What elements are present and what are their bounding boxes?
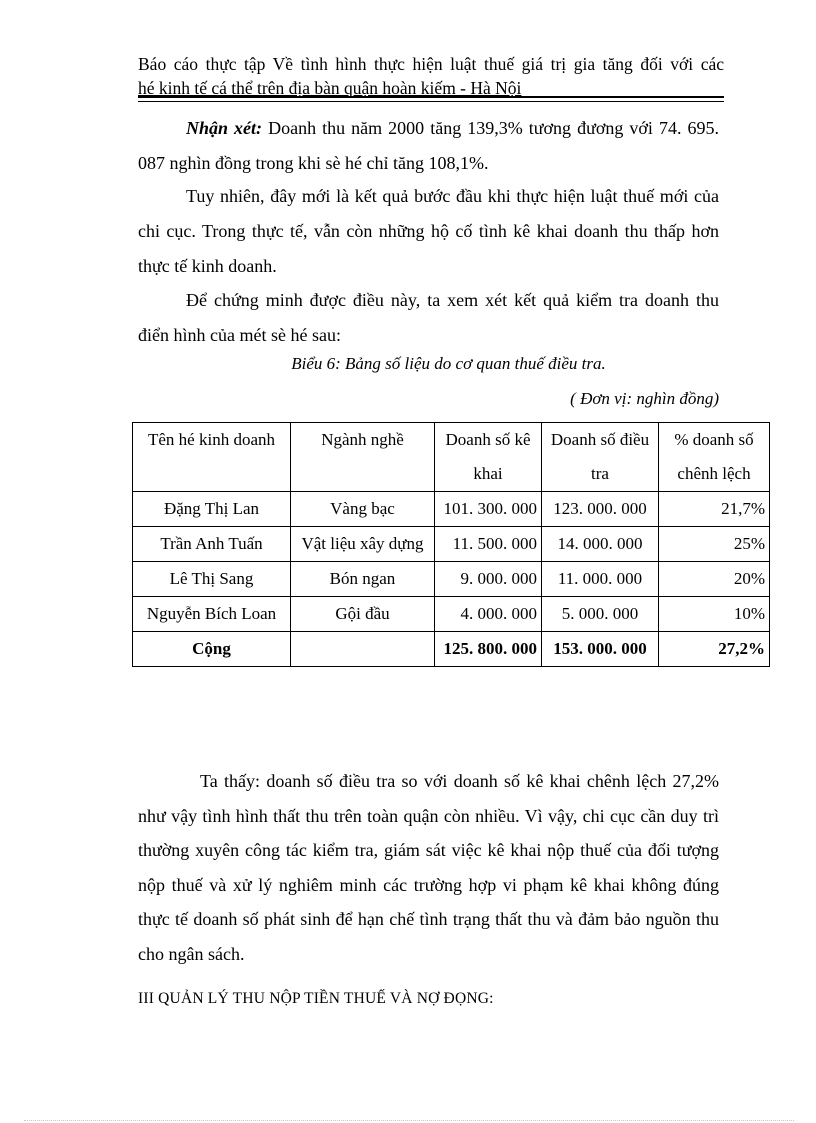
header-sector: Ngành nghề xyxy=(291,423,435,492)
paragraph-prove: Để chứng minh được điều này, ta xem xét kết quả kiểm tra doanh thu điển hình của mét sè hé sau: xyxy=(138,290,719,345)
cell-name: Nguyễn Bích Loan xyxy=(133,597,291,632)
cell-diff: 21,7% xyxy=(659,492,770,527)
total-diff: 27,2% xyxy=(659,632,770,667)
cell-sector: Bón ngan xyxy=(291,562,435,597)
table-total-row xyxy=(133,632,770,667)
remark-label: Nhận xét: xyxy=(186,118,263,138)
header-business-name: Tên hé kinh doanh xyxy=(133,423,291,492)
table-unit: ( Đơn vị: nghìn đồng) xyxy=(570,389,719,408)
table-row xyxy=(133,562,770,597)
table-row xyxy=(133,492,770,527)
cell-name: Lê Thị Sang xyxy=(133,562,291,597)
table-row xyxy=(133,597,770,632)
investigation-table xyxy=(132,422,770,667)
cell-declared: 4. 000. 000 xyxy=(435,597,542,632)
header-rule-thin xyxy=(138,101,724,102)
header-rule-thick xyxy=(138,96,724,98)
running-header xyxy=(138,52,724,100)
cell-declared: 9. 000. 000 xyxy=(435,562,542,597)
cell-diff: 20% xyxy=(659,562,770,597)
cell-diff: 25% xyxy=(659,527,770,562)
cell-diff: 10% xyxy=(659,597,770,632)
table-caption: Biểu 6: Bảng số liệu do cơ quan thuế điều tra. xyxy=(291,354,606,373)
total-investigated: 153. 000. 000 xyxy=(542,632,659,667)
table-header-row xyxy=(133,423,770,492)
section-heading: III QUẢN LÝ THU NỘP TIỀN THUẾ VÀ NỢ ĐỌNG: xyxy=(138,990,494,1007)
cell-investigated: 123. 000. 000 xyxy=(542,492,659,527)
header-diff: % doanh số chênh lệch xyxy=(659,423,770,492)
paragraph-however: Tuy nhiên, đây mới là kết quả bước đầu khi thực hiện luật thuế mới của chi cục. Trong thực tế, vẫn còn những hộ cố tình kê khai doanh thu thấp hơn thực tế kinh doanh. xyxy=(138,186,719,276)
total-declared: 125. 800. 000 xyxy=(435,632,542,667)
cell-investigated: 11. 000. 000 xyxy=(542,562,659,597)
header-declared: Doanh số kê khai xyxy=(435,423,542,492)
remark-text: Doanh thu năm 2000 tăng 139,3% tương đương với 74. 695. 087 nghìn đồng trong khi sè hé chỉ tăng 108,1%. xyxy=(138,118,719,173)
total-label: Cộng xyxy=(133,632,291,667)
cell-investigated: 5. 000. 000 xyxy=(542,597,659,632)
header-line-1: Báo cáo thực tập Về tình hình thực hiện luật thuế giá trị gia tăng đối với các xyxy=(138,54,724,74)
cell-name: Trần Anh Tuấn xyxy=(133,527,291,562)
paragraph-remark xyxy=(138,111,719,181)
table-row xyxy=(133,527,770,562)
cell-declared: 11. 500. 000 xyxy=(435,527,542,562)
cell-sector: Vàng bạc xyxy=(291,492,435,527)
cell-name: Đặng Thị Lan xyxy=(133,492,291,527)
cell-sector: Vật liệu xây dựng xyxy=(291,527,435,562)
header-investigated: Doanh số điều tra xyxy=(542,423,659,492)
total-sector xyxy=(291,632,435,667)
cell-declared: 101. 300. 000 xyxy=(435,492,542,527)
cell-investigated: 14. 000. 000 xyxy=(542,527,659,562)
header-line-2: hé kinh tế cá thể trên địa bàn quận hoàn kiếm - Hà Nội xyxy=(138,78,522,98)
cell-sector: Gội đầu xyxy=(291,597,435,632)
paragraph-conclusion: Ta thấy: doanh số điều tra so với doanh số kê khai chênh lệch 27,2% như vậy tình hình thất thu trên toàn quận còn nhiều. Vì vậy, chi cục cần duy trì thường xuyên công tác kiểm tra, giám sát việc kê khai nộp thuế của đối tượng nộp thuế và xử lý nghiêm minh các trường hợp vi phạm kê khai không đúng thực tế doanh số phát sinh để hạn chế tình trạng thất thu và đảm bảo nguồn thu cho ngân sách. xyxy=(138,771,719,964)
footer-divider xyxy=(24,1120,794,1121)
